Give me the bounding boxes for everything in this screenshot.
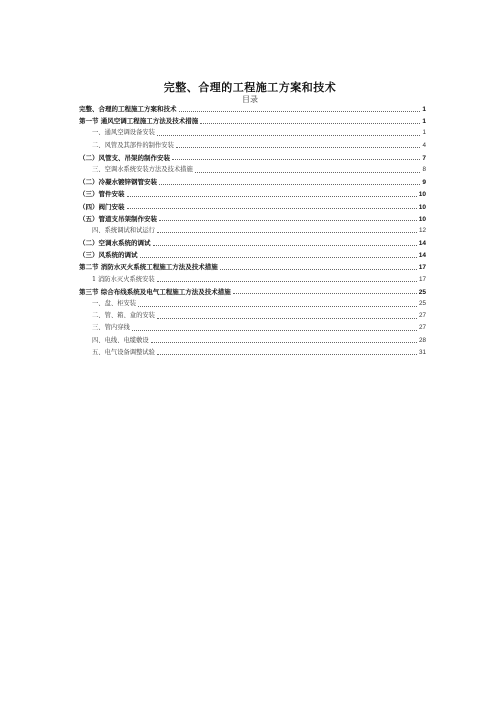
toc-entry[interactable] [79,286,426,298]
toc-entry-label: （三）管件安装 [79,190,125,199]
toc-entry[interactable] [79,335,426,347]
dot-leader [159,220,417,221]
toc-entry-page-number: 17 [418,275,426,283]
dot-leader [200,123,420,124]
toc-entry[interactable] [79,274,426,286]
toc-entry-label: （五）管道支吊架制作安装 [79,214,157,223]
toc-entry[interactable] [79,261,426,273]
document-title: 完整、合理的工程施工方案和技术 [163,81,337,94]
toc-entry[interactable] [79,201,426,213]
toc-entry-page-number: 1 [422,129,426,137]
toc-entry[interactable] [79,127,426,139]
toc-entry-label: 三、空调水系统安装方法及技术措施 [92,165,193,173]
toc-entry-label: （三）风系统的调试 [79,251,138,260]
dot-leader [157,318,417,319]
toc-entry[interactable] [79,225,426,237]
toc-entry-page-number: 31 [418,348,426,356]
dot-leader [233,293,417,294]
toc-entry-label: （二）冷凝水镀锌钢管安装 [79,178,157,187]
toc-entry-label: （四）阀门安装 [79,202,125,211]
toc-entry[interactable] [79,152,426,164]
dot-leader [157,135,421,136]
dot-leader [195,172,421,173]
toc-entry-page-number: 9 [422,179,426,187]
dot-leader [220,269,417,270]
toc-entry-page-number: 17 [418,264,426,272]
toc-entry[interactable] [79,188,426,200]
dot-leader [140,257,417,258]
dot-leader [157,281,417,282]
toc-entry-page-number: 27 [418,312,426,320]
dot-leader [153,245,417,246]
toc-entry-label: 第三节 综合布线系统及电气工程施工方法及技术措施 [79,287,231,296]
toc-entry-label: 第二节 消防水灭火系统工程施工方法及技术措施 [79,263,218,272]
toc-entry-page-number: 25 [418,288,426,296]
toc-entry-page-number: 10 [418,203,426,211]
toc-entry[interactable] [79,176,426,188]
toc-entry-page-number: 1 [422,106,426,113]
toc-heading: 目录 [242,95,258,104]
toc-entry-page-number: 4 [422,141,426,149]
toc-entry[interactable] [79,249,426,261]
toc-entry-page-number: 8 [422,165,426,173]
toc-entry-label: 一、通风空调设备安装 [92,129,155,137]
toc-entry-label: （二）空调水系统的调试 [79,239,151,248]
dot-leader [176,147,421,148]
dot-leader [159,184,420,185]
dot-leader [179,111,421,112]
toc-entry-label: 二、管、箱、盒的安装 [92,312,155,320]
toc-entry-label: 第一节 通风空调工程施工方法及技术措施 [79,117,199,126]
table-of-contents [79,103,426,359]
toc-entry-page-number: 14 [418,252,426,260]
dot-leader [157,354,417,355]
toc-entry[interactable] [79,322,426,334]
toc-entry[interactable] [79,164,426,176]
toc-entry-label: 四、系统调试和试运行 [92,226,155,234]
dot-leader [157,232,417,233]
toc-entry-page-number: 10 [418,191,426,199]
toc-entry-label: 1 消防水灭火系统安装 [92,275,155,283]
toc-entry-label: 四、电线、电缆敷设 [92,336,149,344]
toc-entry[interactable] [79,298,426,310]
toc-entry-page-number: 25 [418,300,426,307]
dot-leader [172,159,420,160]
toc-entry-label: （二）风管支、吊架的制作安装 [79,153,170,162]
toc-entry[interactable] [79,115,426,127]
dot-leader [127,208,417,209]
toc-entry-page-number: 27 [418,324,426,332]
toc-entry[interactable] [79,140,426,152]
toc-entry[interactable] [79,310,426,322]
toc-entry-label: 一、盘、柜安装 [92,300,137,307]
toc-entry-page-number: 12 [418,226,426,234]
toc-entry[interactable] [79,103,426,115]
toc-entry[interactable] [79,347,426,359]
dot-leader [138,306,417,307]
toc-entry-page-number: 7 [422,154,426,162]
toc-entry-page-number: 28 [418,336,426,344]
dot-leader [151,342,417,343]
toc-entry-label: 完整、合理的工程施工方案和技术 [79,105,177,113]
toc-entry-page-number: 14 [418,240,426,248]
toc-entry-label: 五、电气设备调整试验 [92,348,155,356]
dot-leader [132,330,417,331]
toc-entry-page-number: 1 [422,118,426,126]
dot-leader [127,196,417,197]
toc-entry[interactable] [79,213,426,225]
toc-entry[interactable] [79,237,426,249]
toc-entry-label: 三、管内穿线 [92,324,130,332]
toc-entry-page-number: 10 [418,215,426,223]
toc-entry-label: 二、风管及其部件的制作安装 [92,141,174,149]
